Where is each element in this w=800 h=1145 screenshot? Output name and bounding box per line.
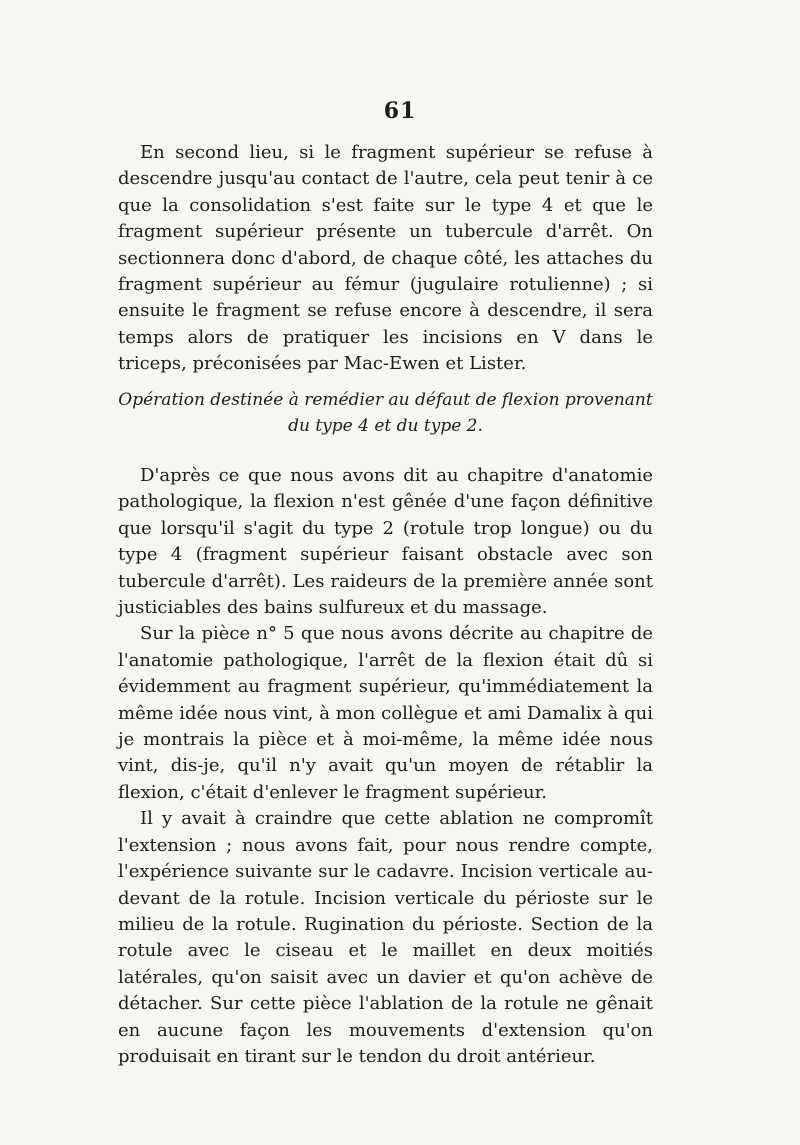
section-heading-line-2: du type 4 et du type 2. [288,416,483,436]
paragraph-block-bottom [118,463,653,1070]
paragraph-block-top [118,140,653,378]
page-number: 61 [383,98,417,124]
paragraph-pathology: D'après ce que nous avons dit au chapitre d'anatomie pathologique, la flexion n'est gênée d'une façon définitive que lorsqu'il s'agit du type 2 (rotule trop longue) ou du type 4 (fragment supérieur faisant obstacle avec son tubercule d'arrêt). Les raideurs de la première année sont justiciables des bains sulfureux et du massage. [118,465,653,619]
paragraph-second-place: En second lieu, si le fragment supérieur se refuse à descendre jusqu'au contact de l'autre, cela peut tenir à ce que la consolidation s'est faite sur le type 4 et que le fragment supérieur présente un tubercule d'arrêt. On sectionnera donc d'abord, de chaque côté, les attaches du fragment supérieur au fémur (jugulaire rotulienne) ; si ensuite le fragment se refuse encore à descendre, il sera temps alors de pratiquer les incisions en V dans le triceps, préconisées par Mac-Ewen et Lister. [118,142,653,375]
paragraph-experiment: Il y avait à craindre que cette ablation ne compromît l'extension ; nous avons fait, pour nous rendre compte, l'expérience suivante sur le cadavre. Incision verticale au-devant de la rotule. Incision verticale du périoste sur le milieu de la rotule. Rugination du périoste. Section de la rotule avec le ciseau et le maillet en deux moitiés latérales, qu'on saisit avec un davier et qu'on achève de détacher. Sur cette pièce l'ablation de la rotule ne gênait en aucune façon les mouvements d'extension qu'on produisait en tirant sur le tendon du droit antérieur. [118,808,653,1067]
section-heading [118,387,653,439]
section-heading-line-1: Opération destinée à remédier au défaut de flexion provenant [118,390,653,410]
paragraph-specimen: Sur la pièce n° 5 que nous avons décrite au chapitre de l'anatomie pathologique, l'arrêt de la flexion était dû si évidemment au fragment supérieur, qu'immédiatement la même idée nous vint, à mon collègue et ami Damalix à qui je montrais la pièce et à moi-même, la même idée nous vint, dis-je, qu'il n'y avait qu'un moyen de rétablir la flexion, c'était d'enlever le fragment supérieur. [118,623,653,803]
